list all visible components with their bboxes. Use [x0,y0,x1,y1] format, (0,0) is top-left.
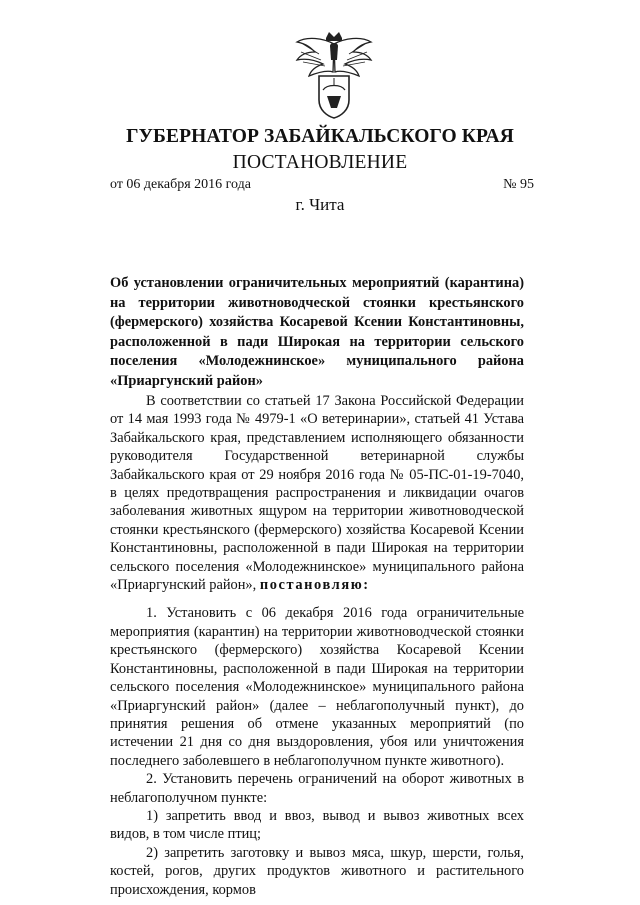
item-1-paragraph: 1. Установить с 06 декабря 2016 года ограничительные мероприятия (карантин) на территории животноводческой стоянки крестьянского (фермерского) хозяйства Косаревой Ксении Константиновны, расположенной в пади Широкая на территории сельского поселения «Молодежнинское» муниципального района «Приаргунский район» (далее – неблагополучный пункт), до принятия решения об отмене указанных мероприятий (по истечении 21 дня со дня выздоровления, убоя или уничтожения последнего заболевшего в неблагополучном пункте животного). [110,605,524,769]
document-number: № 95 [503,177,534,192]
document-body [110,392,524,899]
document-date: от 06 декабря 2016 года [110,177,251,192]
document-city: г. Чита [295,195,345,214]
item-2-subitem-1: 1) запретить ввод и ввоз, вывод и вывоз животных всех видов, в том числе птиц; [110,807,524,843]
item-2-subitem-2: 2) запретить заготовку и вывоз мяса, шкур, шерсти, голья, костей, рогов, других продуктов животного и растительного происхождения, кормов [110,844,524,898]
issuing-authority: ГУБЕРНАТОР ЗАБАЙКАЛЬСКОГО КРАЯ [126,126,514,147]
coat-of-arms-emblem [293,30,375,122]
decree-word: постановляю: [259,577,370,594]
document-subject: Об установлении ограничительных мероприятий (карантина) на территории животноводческой стоянки крестьянского (фермерского) хозяйства Косаревой Ксении Константиновны, расположенной в пади Широкая на территории сельского поселения «Молодежнинское» муниципального района «Приаргунский район» [110,275,524,389]
document-type: ПОСТАНОВЛЕНИЕ [232,152,408,173]
item-2-paragraph: 2. Установить перечень ограничений на оборот животных в неблагополучном пункте: [110,771,524,806]
preamble-paragraph [110,392,524,594]
preamble-text: В соответствии со статьей 17 Закона Российской Федерации от 14 мая 1993 года № 4979-1 «О ветеринарии», статьей 41 Устава Забайкальского края, представлением исполняющего обязанности руководителя Государственной ветеринарной службы Забайкальского края от 29 ноября 2016 года № 05-ПС-01-19-7040, в целях предотвращения распространения и ликвидации очагов заболевания животных ящуром на территории животноводческой стоянки крестьянского (фермерского) хозяйства Косаревой Ксении Константиновны, расположенной в пади Широкая на территории сельского поселения «Молодежнинское» муниципального района «Приаргунский район», [110,393,524,594]
